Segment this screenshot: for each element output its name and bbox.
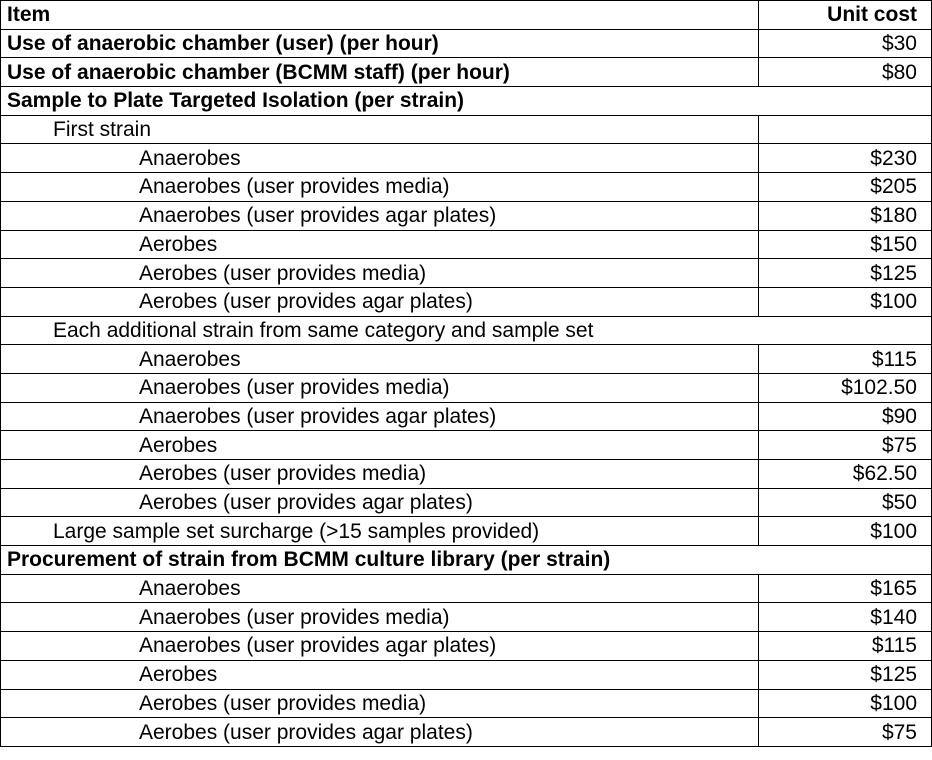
unit-cost: $115 <box>759 632 932 661</box>
item-label: Aerobes <box>1 431 759 460</box>
unit-cost: $75 <box>759 718 932 747</box>
table-row <box>1 316 932 345</box>
item-label: Aerobes (user provides agar plates) <box>1 287 759 316</box>
item-label: Anaerobes (user provides media) <box>1 373 759 402</box>
table-row <box>1 87 932 116</box>
item-label: Use of anaerobic chamber (user) (per hour) <box>1 29 759 58</box>
item-label: Aerobes (user provides agar plates) <box>1 718 759 747</box>
table-row <box>1 517 932 546</box>
table-row <box>1 230 932 259</box>
table-row <box>1 689 932 718</box>
unit-cost: $125 <box>759 660 932 689</box>
unit-cost: $100 <box>759 287 932 316</box>
item-label: Anaerobes (user provides agar plates) <box>1 402 759 431</box>
item-label: Aerobes <box>1 660 759 689</box>
unit-cost: $150 <box>759 230 932 259</box>
table-row <box>1 632 932 661</box>
table-row <box>1 488 932 517</box>
unit-cost: $30 <box>759 29 932 58</box>
table-row <box>1 58 932 87</box>
item-label: Anaerobes (user provides media) <box>1 173 759 202</box>
unit-cost: $102.50 <box>759 373 932 402</box>
header-unit-cost: Unit cost <box>759 1 932 30</box>
table-row <box>1 660 932 689</box>
table-row <box>1 115 932 144</box>
table-row <box>1 29 932 58</box>
unit-cost: $80 <box>759 58 932 87</box>
subsection-heading: Large sample set surcharge (>15 samples provided) <box>1 517 759 546</box>
subsection-heading: First strain <box>1 115 759 144</box>
table-row <box>1 373 932 402</box>
item-label: Anaerobes (user provides agar plates) <box>1 632 759 661</box>
unit-cost: $75 <box>759 431 932 460</box>
subsection-heading: Each additional strain from same category and sample set <box>1 316 932 345</box>
unit-cost: $140 <box>759 603 932 632</box>
item-label: Anaerobes <box>1 574 759 603</box>
table-row <box>1 259 932 288</box>
section-heading: Procurement of strain from BCMM culture library (per strain) <box>1 546 932 575</box>
item-label: Anaerobes (user provides agar plates) <box>1 201 759 230</box>
table-row <box>1 431 932 460</box>
table-row <box>1 201 932 230</box>
unit-cost: $50 <box>759 488 932 517</box>
table-row <box>1 144 932 173</box>
item-label: Aerobes (user provides media) <box>1 259 759 288</box>
table-row <box>1 173 932 202</box>
table-row <box>1 460 932 489</box>
item-label: Anaerobes <box>1 144 759 173</box>
header-item: Item <box>1 1 759 30</box>
table-body <box>1 29 932 746</box>
table-row <box>1 546 932 575</box>
unit-cost <box>759 115 932 144</box>
unit-cost: $100 <box>759 689 932 718</box>
item-label: Aerobes (user provides agar plates) <box>1 488 759 517</box>
unit-cost: $115 <box>759 345 932 374</box>
item-label: Aerobes (user provides media) <box>1 689 759 718</box>
table-row <box>1 718 932 747</box>
unit-cost: $180 <box>759 201 932 230</box>
unit-cost: $100 <box>759 517 932 546</box>
table-row <box>1 603 932 632</box>
table-row <box>1 574 932 603</box>
table-row <box>1 345 932 374</box>
table-header-row <box>1 1 932 30</box>
unit-cost: $62.50 <box>759 460 932 489</box>
unit-cost: $165 <box>759 574 932 603</box>
table-row <box>1 287 932 316</box>
unit-cost: $125 <box>759 259 932 288</box>
unit-cost: $205 <box>759 173 932 202</box>
item-label: Use of anaerobic chamber (BCMM staff) (per hour) <box>1 58 759 87</box>
item-label: Anaerobes <box>1 345 759 374</box>
item-label: Aerobes <box>1 230 759 259</box>
table-row <box>1 402 932 431</box>
item-label: Anaerobes (user provides media) <box>1 603 759 632</box>
unit-cost: $230 <box>759 144 932 173</box>
unit-cost: $90 <box>759 402 932 431</box>
item-label: Aerobes (user provides media) <box>1 460 759 489</box>
section-heading: Sample to Plate Targeted Isolation (per strain) <box>1 87 932 116</box>
